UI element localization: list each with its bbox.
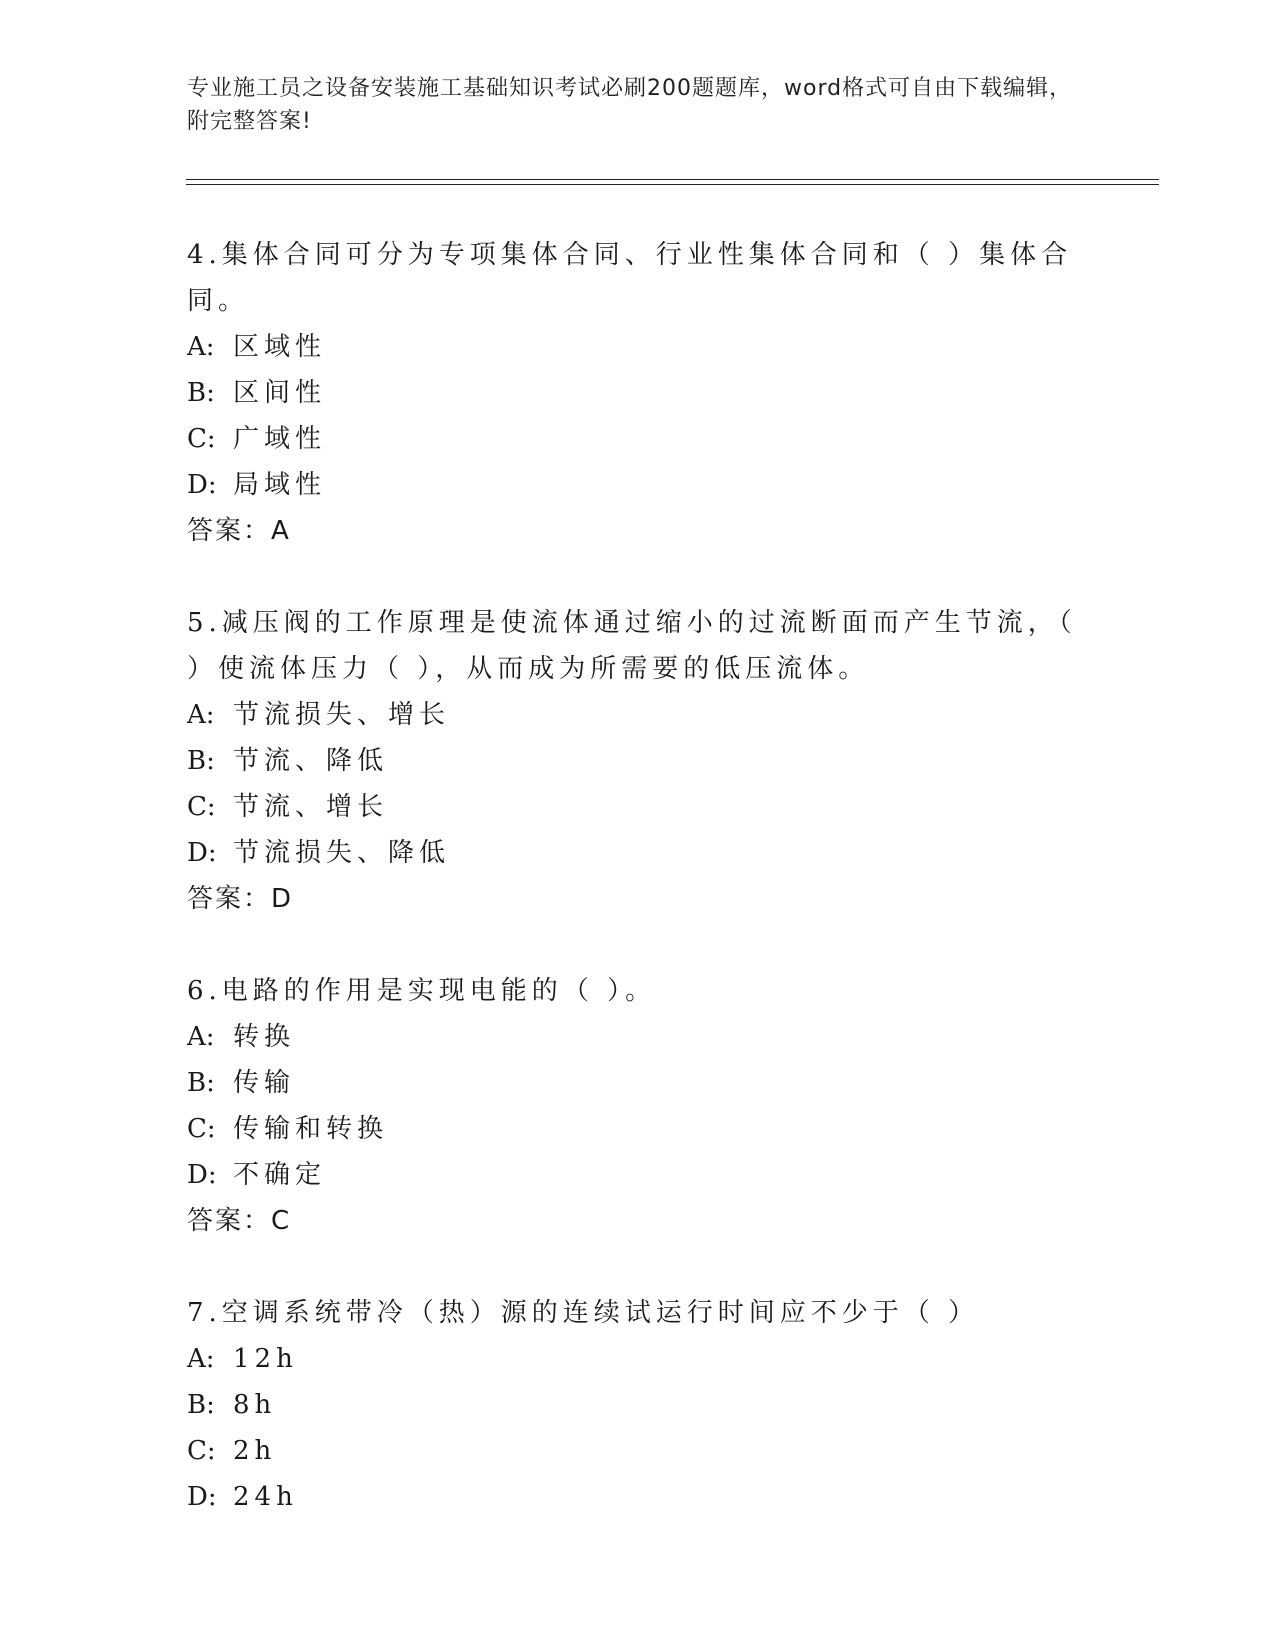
option-text: 局域性	[233, 470, 327, 500]
option-text: 传输	[233, 1068, 296, 1098]
option-d	[187, 830, 1087, 876]
option-text: 不确定	[233, 1160, 327, 1190]
option-text: 24h	[233, 1482, 298, 1512]
option-b	[187, 738, 1087, 784]
option-text: 节流、增长	[233, 792, 389, 822]
option-text: 2h	[233, 1436, 277, 1466]
document-title: 专业施工员之设备安装施工基础知识考试必刷200题题库，word格式可自由下载编辑，附完整答案!	[187, 76, 1073, 134]
option-letter: A:	[187, 1344, 215, 1374]
option-b	[187, 1060, 1087, 1106]
answer-line: 答案：C	[187, 1206, 292, 1236]
option-letter: B:	[187, 746, 215, 776]
question-stem: 7.空调系统带冷（热）源的连续试运行时间应不少于（ ）	[187, 1298, 980, 1328]
header-divider-bottom	[186, 184, 1159, 185]
option-c	[187, 1428, 1087, 1474]
option-letter: B:	[187, 378, 215, 408]
option-letter: C:	[187, 792, 216, 822]
option-letter: A:	[187, 332, 215, 362]
option-letter: A:	[187, 1022, 215, 1052]
option-c	[187, 416, 1087, 462]
question-7	[187, 1290, 1087, 1520]
option-letter: D:	[187, 470, 217, 500]
option-a	[187, 1014, 1087, 1060]
option-c	[187, 784, 1087, 830]
option-b	[187, 370, 1087, 416]
question-stem: 4.集体合同可分为专项集体合同、行业性集体合同和（ ）集体合同。	[187, 240, 1073, 316]
answer-line: 答案：D	[187, 884, 294, 914]
option-d	[187, 1152, 1087, 1198]
option-text: 区间性	[233, 378, 327, 408]
answer-line: 答案：A	[187, 516, 291, 546]
option-text: 8h	[233, 1390, 277, 1420]
question-5	[187, 600, 1087, 922]
option-text: 传输和转换	[233, 1114, 389, 1144]
option-text: 12h	[233, 1344, 298, 1374]
question-stem: 5.减压阀的工作原理是使流体通过缩小的过流断面而产生节流，（ ）使流体压力（ ），从而成为所需要的低压流体。	[187, 608, 1077, 684]
option-letter: C:	[187, 424, 216, 454]
option-letter: C:	[187, 1114, 216, 1144]
option-text: 转换	[233, 1022, 296, 1052]
option-d	[187, 1474, 1087, 1520]
option-text: 节流、降低	[233, 746, 389, 776]
option-letter: A:	[187, 700, 215, 730]
option-letter: D:	[187, 1482, 217, 1512]
option-text: 区域性	[233, 332, 327, 362]
option-b	[187, 1382, 1087, 1428]
option-a	[187, 1336, 1087, 1382]
question-stem: 6.电路的作用是实现电能的（ ）。	[187, 976, 657, 1006]
option-letter: B:	[187, 1390, 215, 1420]
option-text: 节流损失、增长	[233, 700, 451, 730]
option-a	[187, 324, 1087, 370]
question-6	[187, 968, 1087, 1244]
option-d	[187, 462, 1087, 508]
option-letter: D:	[187, 838, 217, 868]
option-letter: C:	[187, 1436, 216, 1466]
option-a	[187, 692, 1087, 738]
option-c	[187, 1106, 1087, 1152]
question-4	[187, 232, 1087, 554]
option-text: 广域性	[233, 424, 327, 454]
question-list	[187, 232, 1087, 1566]
option-text: 节流损失、降低	[233, 838, 451, 868]
option-letter: B:	[187, 1068, 215, 1098]
header-divider-top	[186, 179, 1159, 180]
option-letter: D:	[187, 1160, 217, 1190]
